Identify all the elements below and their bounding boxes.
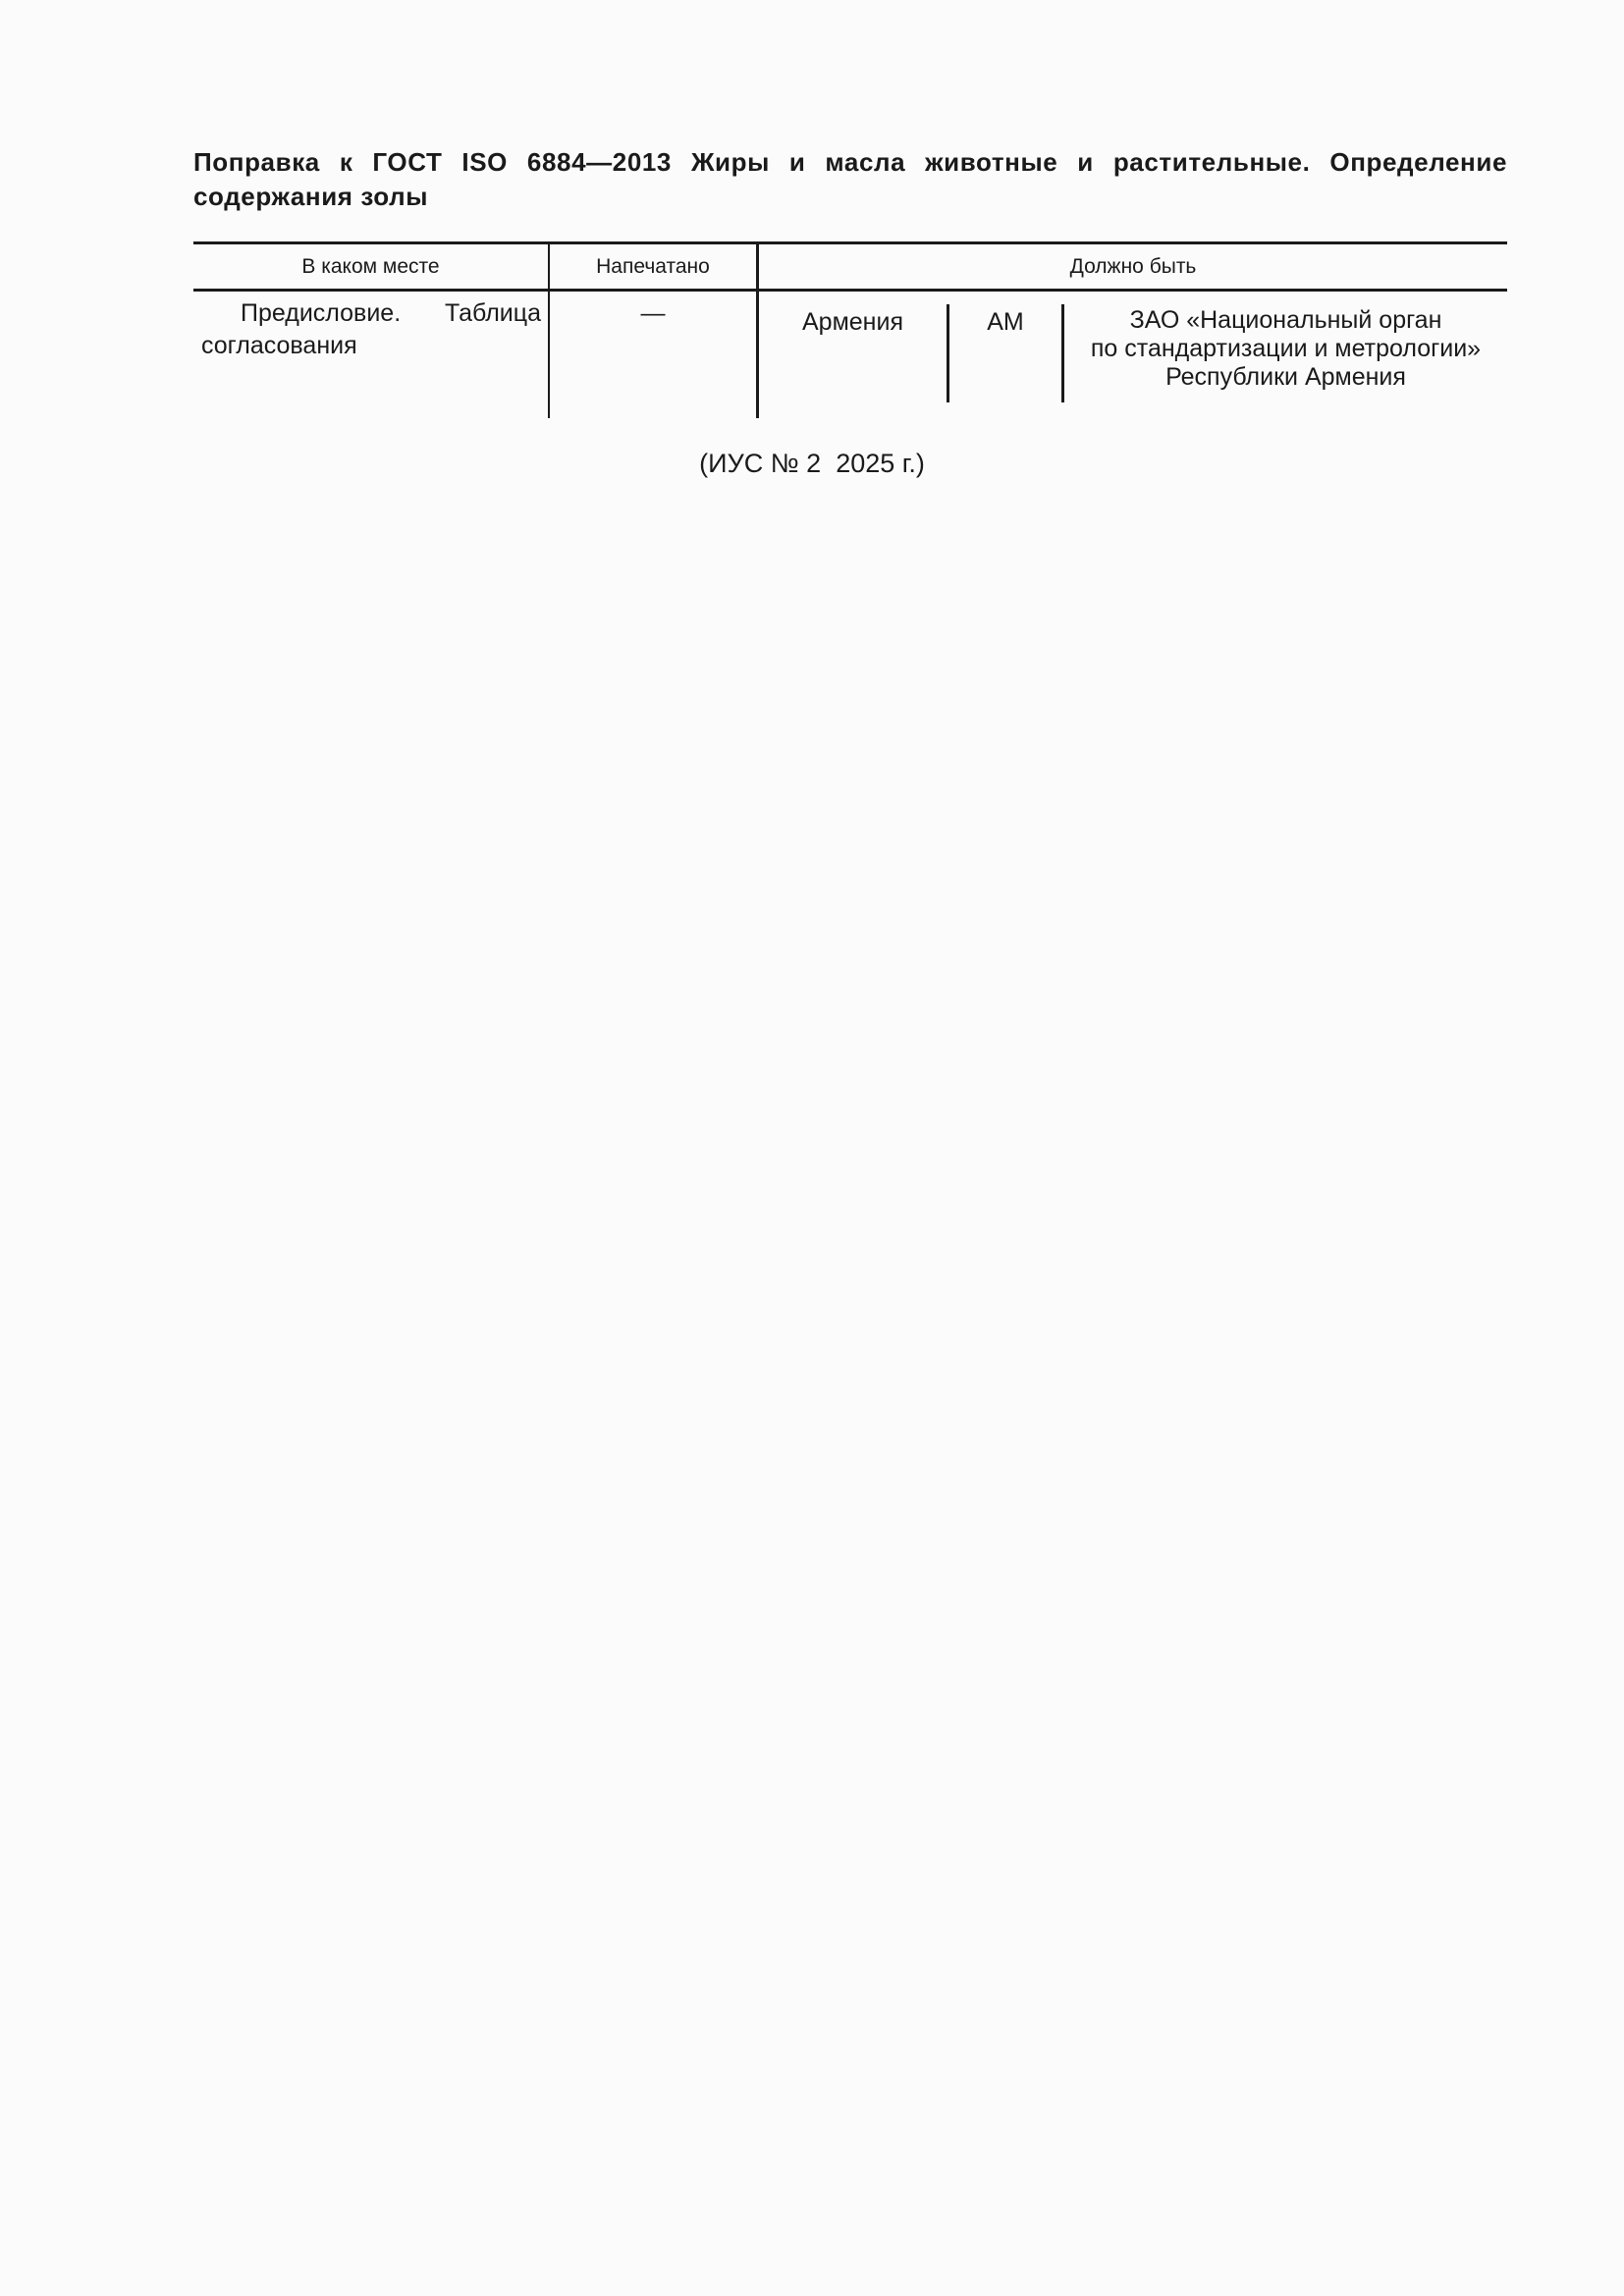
organization-line-3: Республики Армения (1165, 363, 1406, 391)
cell-where: Предисловие. Таблица согласования (201, 299, 541, 359)
cell-organization (1064, 306, 1507, 392)
title-line-2: содержания золы (193, 182, 429, 211)
organization-line-1: ЗАО «Национальный орган (1129, 306, 1442, 334)
header-printed: Напечатано (596, 255, 710, 278)
ius-note: (ИУС № 2 2025 г.) (699, 449, 925, 478)
correction-table (193, 241, 1507, 418)
title-line-1: Поправка к ГОСТ ISO 6884—2013 Жиры и масла животные и растительные. Определение (193, 147, 1507, 177)
cell-printed: — (640, 299, 666, 327)
table-header-rule (193, 289, 1507, 292)
organization-line-2: по стандартизации и метрологии» (1090, 335, 1482, 362)
header-should-be: Должно быть (1069, 255, 1197, 278)
header-where: В каком месте (301, 255, 440, 278)
document-title (193, 145, 1507, 214)
cell-country: Армения (802, 308, 903, 336)
cell-country-code: AM (987, 308, 1024, 336)
